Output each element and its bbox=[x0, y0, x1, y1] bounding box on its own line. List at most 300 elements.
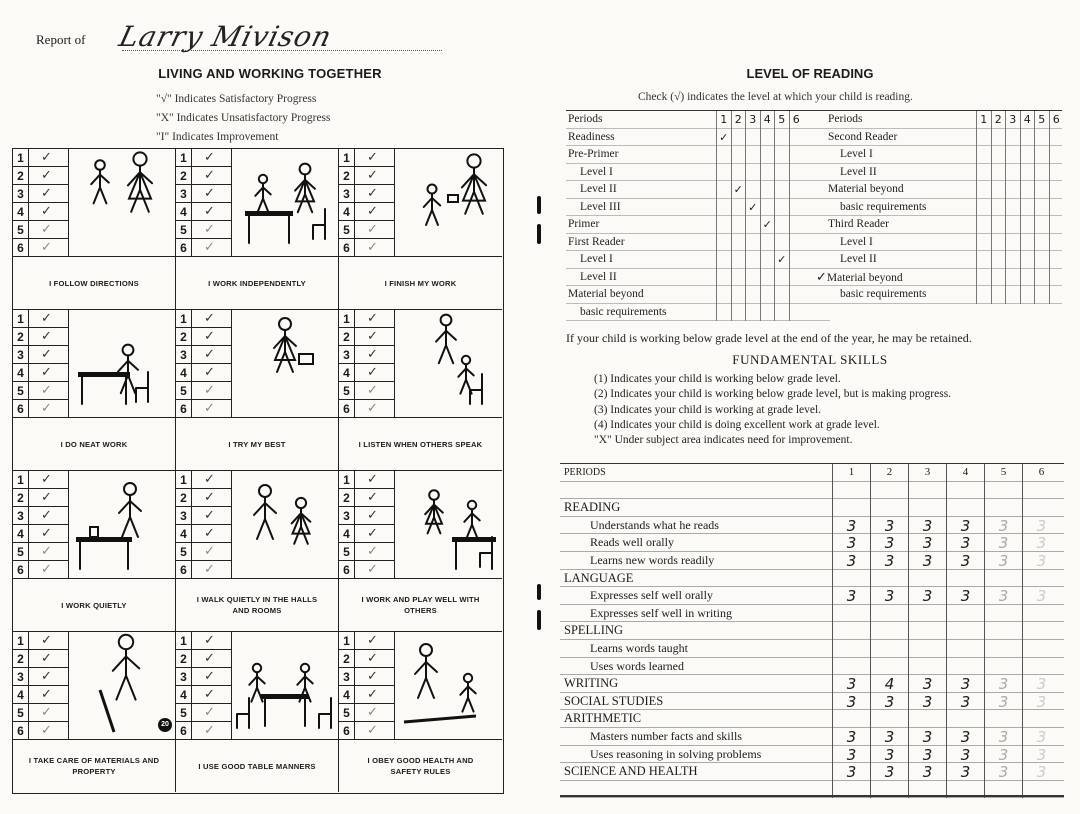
period-row bbox=[13, 382, 69, 400]
reading-level-row bbox=[828, 199, 1062, 217]
legend-unsatisfactory: "X" Indicates Unsatisfactory Progress bbox=[156, 112, 331, 124]
check-mark: ✓ bbox=[204, 401, 215, 416]
check-mark: ✓ bbox=[41, 633, 52, 648]
period-row bbox=[13, 167, 69, 185]
period-cell bbox=[1049, 234, 1064, 252]
skill-row bbox=[560, 710, 1064, 728]
period-cell bbox=[1005, 164, 1020, 182]
reading-level-label: Readiness bbox=[568, 130, 615, 143]
behavior-section bbox=[13, 310, 502, 471]
picture-row bbox=[13, 149, 502, 257]
period-cell: ✓ bbox=[745, 199, 760, 217]
skill-row bbox=[560, 517, 1064, 535]
reading-level-label: Third Reader bbox=[828, 218, 889, 230]
period-number: 6 bbox=[176, 561, 192, 579]
period-row bbox=[176, 650, 232, 668]
grade-cell: 3 bbox=[946, 587, 984, 605]
period-number: 1 bbox=[339, 471, 355, 489]
grade-cell bbox=[832, 499, 870, 517]
period-number: 4 bbox=[176, 686, 192, 704]
check-mark: ✓ bbox=[41, 240, 52, 255]
grade-cell bbox=[1022, 482, 1060, 500]
check-mark: ✓ bbox=[41, 687, 52, 702]
reading-level-row bbox=[566, 286, 830, 304]
period-row bbox=[176, 507, 232, 525]
behavior-section bbox=[13, 149, 502, 310]
grade-cell: 3 bbox=[984, 675, 1022, 693]
period-number: 5 bbox=[339, 543, 355, 561]
check-mark: ✓ bbox=[367, 240, 378, 255]
check-mark: ✓ bbox=[367, 383, 378, 398]
grade-cell: 3 bbox=[1022, 552, 1060, 570]
check-mark: ✓ bbox=[367, 705, 378, 720]
period-row bbox=[176, 489, 232, 507]
period-row bbox=[13, 400, 69, 418]
period-cell bbox=[745, 181, 760, 199]
period-number: 6 bbox=[339, 722, 355, 740]
stick-figure-illustration bbox=[233, 149, 337, 257]
name-underline bbox=[122, 50, 442, 51]
check-mark: ✓ bbox=[816, 269, 827, 285]
period-row bbox=[176, 185, 232, 203]
reading-header-row bbox=[566, 111, 830, 129]
grade-cell: 3 bbox=[832, 693, 870, 711]
period-cell bbox=[1020, 286, 1035, 304]
reading-level-label: Second Reader bbox=[828, 130, 898, 143]
skill-row bbox=[560, 499, 1064, 517]
period-header: 4 bbox=[946, 464, 984, 482]
period-number: 4 bbox=[13, 364, 29, 382]
period-cell bbox=[760, 129, 775, 147]
period-header: 1 bbox=[716, 111, 731, 129]
grade-cell bbox=[1022, 605, 1060, 623]
check-mark: ✓ bbox=[367, 311, 378, 326]
check-mark: ✓ bbox=[204, 329, 215, 344]
period-cell bbox=[716, 164, 731, 182]
check-mark: ✓ bbox=[204, 526, 215, 541]
skill-label: Learns new words readily bbox=[590, 553, 715, 567]
behavior-caption: I FOLLOW DIRECTIONS bbox=[13, 257, 176, 309]
report-of-label: Report of bbox=[36, 32, 86, 47]
period-row bbox=[339, 471, 395, 489]
reading-level-label: Level III bbox=[580, 200, 621, 213]
reading-level-row bbox=[566, 216, 830, 234]
illustration bbox=[233, 149, 337, 257]
fundamental-skills-table bbox=[560, 463, 1064, 803]
period-row bbox=[339, 149, 395, 167]
reading-level-label: Level II bbox=[580, 270, 617, 283]
reading-level-row bbox=[828, 286, 1062, 304]
period-row bbox=[13, 221, 69, 239]
period-number: 2 bbox=[339, 328, 355, 346]
grade-cell: 3 bbox=[1022, 763, 1060, 781]
grade-cell: 3 bbox=[908, 552, 946, 570]
period-number: 2 bbox=[339, 650, 355, 668]
period-number: 2 bbox=[13, 650, 29, 668]
stick-figure-illustration bbox=[233, 632, 337, 740]
period-cell bbox=[1020, 269, 1035, 287]
check-mark: ✓ bbox=[204, 240, 215, 255]
grade-cell: 3 bbox=[870, 693, 908, 711]
period-cell bbox=[789, 146, 804, 164]
period-number: 5 bbox=[339, 382, 355, 400]
reading-level-label: basic requirements bbox=[840, 288, 927, 300]
period-cell bbox=[1020, 164, 1035, 182]
period-cell bbox=[976, 129, 991, 147]
period-cell bbox=[731, 164, 746, 182]
check-mark: ✓ bbox=[367, 401, 378, 416]
period-number: 1 bbox=[13, 149, 29, 167]
period-cell bbox=[760, 251, 775, 269]
period-cell bbox=[1034, 269, 1049, 287]
period-cell bbox=[716, 234, 731, 252]
period-cell bbox=[1020, 181, 1035, 199]
period-number: 5 bbox=[339, 221, 355, 239]
grade-cell bbox=[908, 622, 946, 640]
period-cell bbox=[745, 129, 760, 147]
grade-cell: 3 bbox=[1022, 693, 1060, 711]
skill-row bbox=[560, 622, 1064, 640]
check-mark: ✓ bbox=[41, 472, 52, 487]
period-row bbox=[176, 346, 232, 364]
period-cell bbox=[976, 234, 991, 252]
grade-cell: 3 bbox=[832, 517, 870, 535]
period-row bbox=[13, 489, 69, 507]
period-header: 6 bbox=[1049, 111, 1064, 129]
grade-cell: 3 bbox=[946, 552, 984, 570]
check-mark: ✓ bbox=[204, 633, 215, 648]
period-number: 3 bbox=[176, 668, 192, 686]
illustration bbox=[396, 310, 500, 418]
period-cell bbox=[760, 286, 775, 304]
grade-cell bbox=[984, 622, 1022, 640]
grade-cell bbox=[984, 658, 1022, 676]
reading-level-label: Level I bbox=[840, 148, 873, 160]
period-cell bbox=[731, 269, 746, 287]
grade-cell: 3 bbox=[946, 763, 984, 781]
reading-level-label: First Reader bbox=[568, 235, 625, 248]
illustration bbox=[396, 471, 500, 579]
reading-level-row bbox=[566, 146, 830, 164]
caption-row bbox=[13, 257, 502, 309]
period-cell bbox=[731, 199, 746, 217]
skill-row bbox=[560, 587, 1064, 605]
period-number: 4 bbox=[176, 203, 192, 221]
check-mark: ✓ bbox=[367, 186, 378, 201]
period-cell bbox=[731, 234, 746, 252]
check-mark: ✓ bbox=[41, 508, 52, 523]
retention-note: If your child is working below grade level at the end of the year, he may be retained. bbox=[566, 331, 972, 345]
period-row bbox=[339, 632, 395, 650]
grade-cell: 3 bbox=[1022, 675, 1060, 693]
reading-column bbox=[566, 111, 830, 321]
period-cell bbox=[731, 129, 746, 147]
period-number: 6 bbox=[13, 722, 29, 740]
check-mark: ✓ bbox=[41, 723, 52, 738]
period-row bbox=[176, 561, 232, 579]
reading-level-label: basic requirements bbox=[580, 305, 667, 318]
grade-cell: 3 bbox=[984, 763, 1022, 781]
behavior-caption: I WORK INDEPENDENTLY bbox=[176, 257, 339, 309]
period-cell bbox=[774, 129, 789, 147]
grade-cell: 3 bbox=[1022, 517, 1060, 535]
period-number: 6 bbox=[339, 400, 355, 418]
behavior-section bbox=[13, 632, 502, 793]
period-marks bbox=[13, 632, 69, 740]
period-row bbox=[339, 704, 395, 722]
period-row bbox=[13, 310, 69, 328]
period-marks bbox=[339, 310, 395, 418]
skill-label: Expresses self well in writing bbox=[590, 605, 732, 620]
period-cell bbox=[760, 164, 775, 182]
period-cell bbox=[789, 234, 804, 252]
picture-row bbox=[13, 632, 502, 740]
period-marks bbox=[13, 149, 69, 257]
period-cell bbox=[731, 146, 746, 164]
period-cell bbox=[760, 304, 775, 322]
fs-legend-1: (1) Indicates your child is working below grade level. bbox=[594, 373, 841, 385]
grade-cell: 3 bbox=[946, 517, 984, 535]
period-cell bbox=[716, 216, 731, 234]
check-mark: ✓ bbox=[204, 705, 215, 720]
grade-cell: 3 bbox=[984, 746, 1022, 764]
grade-cell: 3 bbox=[1022, 746, 1060, 764]
grade-cell: 3 bbox=[984, 587, 1022, 605]
grade-cell bbox=[908, 710, 946, 728]
period-marks bbox=[339, 632, 395, 740]
period-cell bbox=[991, 251, 1006, 269]
period-number: 5 bbox=[339, 704, 355, 722]
legend-improvement: "I" Indicates Improvement bbox=[156, 131, 279, 143]
reading-level-label: Material beyond bbox=[568, 288, 644, 300]
skill-category: SPELLING bbox=[564, 623, 624, 638]
period-number: 1 bbox=[339, 149, 355, 167]
period-row bbox=[13, 543, 69, 561]
grade-cell bbox=[832, 658, 870, 676]
behavior-block bbox=[176, 471, 339, 579]
period-row bbox=[176, 364, 232, 382]
period-row bbox=[339, 561, 395, 579]
period-header: 2 bbox=[870, 464, 908, 482]
reading-level-label: Pre-Primer bbox=[568, 148, 619, 160]
skill-row bbox=[560, 658, 1064, 676]
behavior-caption: I TAKE CARE OF MATERIALS AND PROPERTY bbox=[13, 740, 176, 792]
illustration bbox=[396, 632, 500, 740]
check-mark: ✓ bbox=[204, 204, 215, 219]
period-cell bbox=[1005, 129, 1020, 147]
periods-header: PERIODS bbox=[564, 467, 606, 478]
behavior-block bbox=[339, 632, 502, 740]
reading-column bbox=[816, 111, 1062, 321]
skill-label: Masters number facts and skills bbox=[590, 729, 742, 743]
period-marks bbox=[13, 471, 69, 579]
period-row bbox=[176, 239, 232, 257]
skill-row bbox=[560, 552, 1064, 570]
period-row bbox=[176, 328, 232, 346]
period-row bbox=[176, 704, 232, 722]
period-cell bbox=[789, 304, 804, 322]
grade-cell: 3 bbox=[984, 517, 1022, 535]
period-row bbox=[13, 561, 69, 579]
period-cell bbox=[1034, 216, 1049, 234]
check-mark: ✓ bbox=[367, 633, 378, 648]
period-cell bbox=[774, 199, 789, 217]
check-mark: ✓ bbox=[367, 347, 378, 362]
check-mark: ✓ bbox=[204, 150, 215, 165]
behavior-block bbox=[13, 471, 176, 579]
check-mark: ✓ bbox=[367, 651, 378, 666]
period-number: 6 bbox=[176, 400, 192, 418]
reading-header-row bbox=[828, 111, 1062, 129]
period-number: 4 bbox=[339, 686, 355, 704]
check-mark: ✓ bbox=[367, 490, 378, 505]
period-number: 1 bbox=[176, 149, 192, 167]
period-cell bbox=[789, 286, 804, 304]
period-number: 1 bbox=[339, 632, 355, 650]
period-cell bbox=[1049, 164, 1064, 182]
check-mark: ✓ bbox=[41, 383, 52, 398]
period-cell bbox=[716, 146, 731, 164]
fundamental-skills-title: FUNDAMENTAL SKILLS bbox=[732, 352, 888, 367]
grade-cell bbox=[984, 710, 1022, 728]
grade-cell bbox=[870, 482, 908, 500]
period-row bbox=[339, 382, 395, 400]
check-mark: ✓ bbox=[204, 544, 215, 559]
period-row bbox=[339, 328, 395, 346]
period-cell bbox=[745, 251, 760, 269]
grade-cell: 3 bbox=[908, 587, 946, 605]
behavior-legend bbox=[156, 90, 331, 147]
check-mark: ✓ bbox=[41, 490, 52, 505]
grade-cell: 3 bbox=[1022, 728, 1060, 746]
illustration bbox=[233, 471, 337, 579]
behavior-block bbox=[13, 149, 176, 257]
period-cell bbox=[774, 304, 789, 322]
period-row bbox=[13, 650, 69, 668]
period-cell bbox=[991, 129, 1006, 147]
grade-cell: 3 bbox=[870, 763, 908, 781]
grade-cell: 3 bbox=[832, 534, 870, 552]
illustration bbox=[233, 310, 337, 418]
check-mark: ✓ bbox=[204, 562, 215, 577]
check-mark: ✓ bbox=[204, 383, 215, 398]
period-number: 3 bbox=[176, 507, 192, 525]
period-row bbox=[339, 686, 395, 704]
illustration bbox=[70, 310, 174, 418]
reading-level-row bbox=[566, 164, 830, 182]
period-number: 2 bbox=[339, 489, 355, 507]
period-cell bbox=[991, 234, 1006, 252]
period-cell bbox=[1049, 199, 1064, 217]
period-cell bbox=[991, 164, 1006, 182]
grade-cell bbox=[908, 605, 946, 623]
grade-cell bbox=[1022, 710, 1060, 728]
stick-figure-illustration bbox=[396, 471, 500, 579]
stick-figure-illustration bbox=[396, 310, 500, 418]
period-row bbox=[13, 185, 69, 203]
period-cell bbox=[1005, 146, 1020, 164]
period-number: 3 bbox=[13, 668, 29, 686]
periods-header: Periods bbox=[828, 113, 863, 125]
grade-cell: 3 bbox=[984, 534, 1022, 552]
period-cell bbox=[716, 286, 731, 304]
skill-row bbox=[560, 640, 1064, 658]
check-mark: ✓ bbox=[41, 365, 52, 380]
period-number: 5 bbox=[13, 382, 29, 400]
period-marks bbox=[176, 310, 232, 418]
period-number: 1 bbox=[176, 632, 192, 650]
period-marks bbox=[13, 310, 69, 418]
period-marks bbox=[339, 149, 395, 257]
period-number: 6 bbox=[13, 561, 29, 579]
grade-cell: 3 bbox=[870, 587, 908, 605]
behavior-block bbox=[339, 149, 502, 257]
period-cell bbox=[1005, 199, 1020, 217]
period-row bbox=[13, 149, 69, 167]
period-header: 5 bbox=[984, 464, 1022, 482]
skill-category: LANGUAGE bbox=[564, 570, 634, 585]
skill-label: Learns words taught bbox=[590, 641, 688, 655]
reading-level-label: ✓Material beyond bbox=[816, 269, 903, 285]
period-row bbox=[176, 686, 232, 704]
period-cell bbox=[976, 146, 991, 164]
period-row bbox=[176, 203, 232, 221]
stick-figure-illustration bbox=[70, 310, 174, 418]
skill-label: Expresses self well orally bbox=[590, 588, 713, 603]
check-mark: ✓ bbox=[204, 687, 215, 702]
check-mark: ✓ bbox=[41, 186, 52, 201]
stick-figure-illustration bbox=[233, 471, 337, 579]
check-mark: ✓ bbox=[204, 186, 215, 201]
period-number: 6 bbox=[13, 400, 29, 418]
period-cell bbox=[1020, 251, 1035, 269]
grade-cell bbox=[1022, 499, 1060, 517]
behavior-caption: I WORK QUIETLY bbox=[13, 579, 176, 631]
period-number: 5 bbox=[176, 704, 192, 722]
period-cell bbox=[745, 216, 760, 234]
check-mark: ✓ bbox=[204, 508, 215, 523]
period-cell: ✓ bbox=[731, 181, 746, 199]
period-number: 4 bbox=[176, 525, 192, 543]
period-row bbox=[176, 525, 232, 543]
grade-cell: 3 bbox=[908, 675, 946, 693]
period-header: 3 bbox=[745, 111, 760, 129]
period-cell bbox=[760, 234, 775, 252]
period-cell bbox=[976, 181, 991, 199]
reading-level-row bbox=[828, 129, 1062, 147]
grade-cell: 3 bbox=[832, 552, 870, 570]
reading-level-row bbox=[566, 181, 830, 199]
period-cell bbox=[1049, 286, 1064, 304]
skills-header-row bbox=[560, 464, 1064, 482]
grade-cell: 3 bbox=[946, 693, 984, 711]
period-number: 4 bbox=[339, 203, 355, 221]
skill-row bbox=[560, 763, 1064, 781]
period-number: 4 bbox=[13, 203, 29, 221]
period-number: 2 bbox=[176, 167, 192, 185]
period-cell bbox=[731, 251, 746, 269]
check-mark: ✓ bbox=[41, 150, 52, 165]
period-cell bbox=[1049, 146, 1064, 164]
period-row bbox=[339, 525, 395, 543]
reading-level-label: Level I bbox=[580, 165, 613, 178]
check-mark: ✓ bbox=[41, 651, 52, 666]
period-row bbox=[339, 489, 395, 507]
period-row bbox=[339, 507, 395, 525]
grade-cell bbox=[984, 640, 1022, 658]
period-cell bbox=[976, 269, 991, 287]
stick-figure-illustration bbox=[70, 471, 174, 579]
